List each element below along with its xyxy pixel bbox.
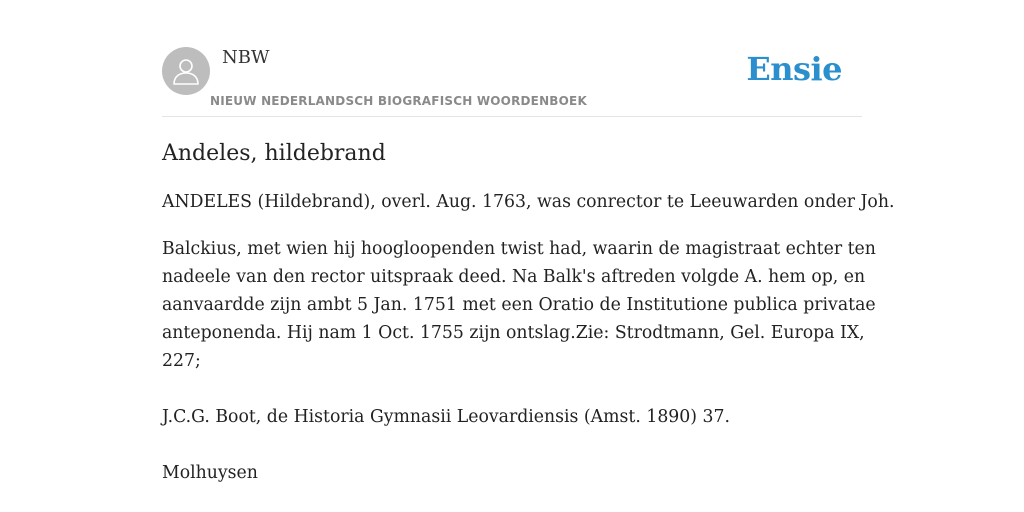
article-paragraph: ANDELES (Hildebrand), overl. Aug. 1763, was conrector te Leeuwarden onder Joh. xyxy=(162,192,895,212)
article-title: Andeles, hildebrand xyxy=(162,141,386,166)
user-silhouette-icon xyxy=(172,56,200,86)
body-line: anteponenda. Hij nam 1 Oct. 1755 zijn ontslag.Zie: Strodtmann, Gel. Europa IX, xyxy=(162,323,865,343)
source-avatar[interactable] xyxy=(162,47,210,95)
body-line: 227; xyxy=(162,351,201,371)
article xyxy=(162,138,895,487)
author-name: Molhuysen xyxy=(162,463,258,483)
ensie-logo[interactable]: Ensie xyxy=(746,50,842,88)
reference-line: J.C.G. Boot, de Historia Gymnasii Leovardiensis (Amst. 1890) 37. xyxy=(162,407,731,427)
body-line-blank xyxy=(162,431,862,459)
body-line-blank xyxy=(162,375,862,403)
source-subtitle: NIEUW NEDERLANDSCH BIOGRAFISCH WOORDENBOEK xyxy=(210,94,587,108)
source-header xyxy=(162,46,862,117)
body-line: Balckius, met wien hij hoogloopenden twist had, waarin de magistraat echter ten xyxy=(162,239,876,259)
body-line: nadeele van den rector uitspraak deed. Na Balk's aftreden volgde A. hem op, en xyxy=(162,267,866,287)
body-line: aanvaardde zijn ambt 5 Jan. 1751 met een Oratio de Institutione publica privatae xyxy=(162,295,876,315)
article-body xyxy=(162,235,876,487)
source-name[interactable]: NBW xyxy=(222,47,270,68)
